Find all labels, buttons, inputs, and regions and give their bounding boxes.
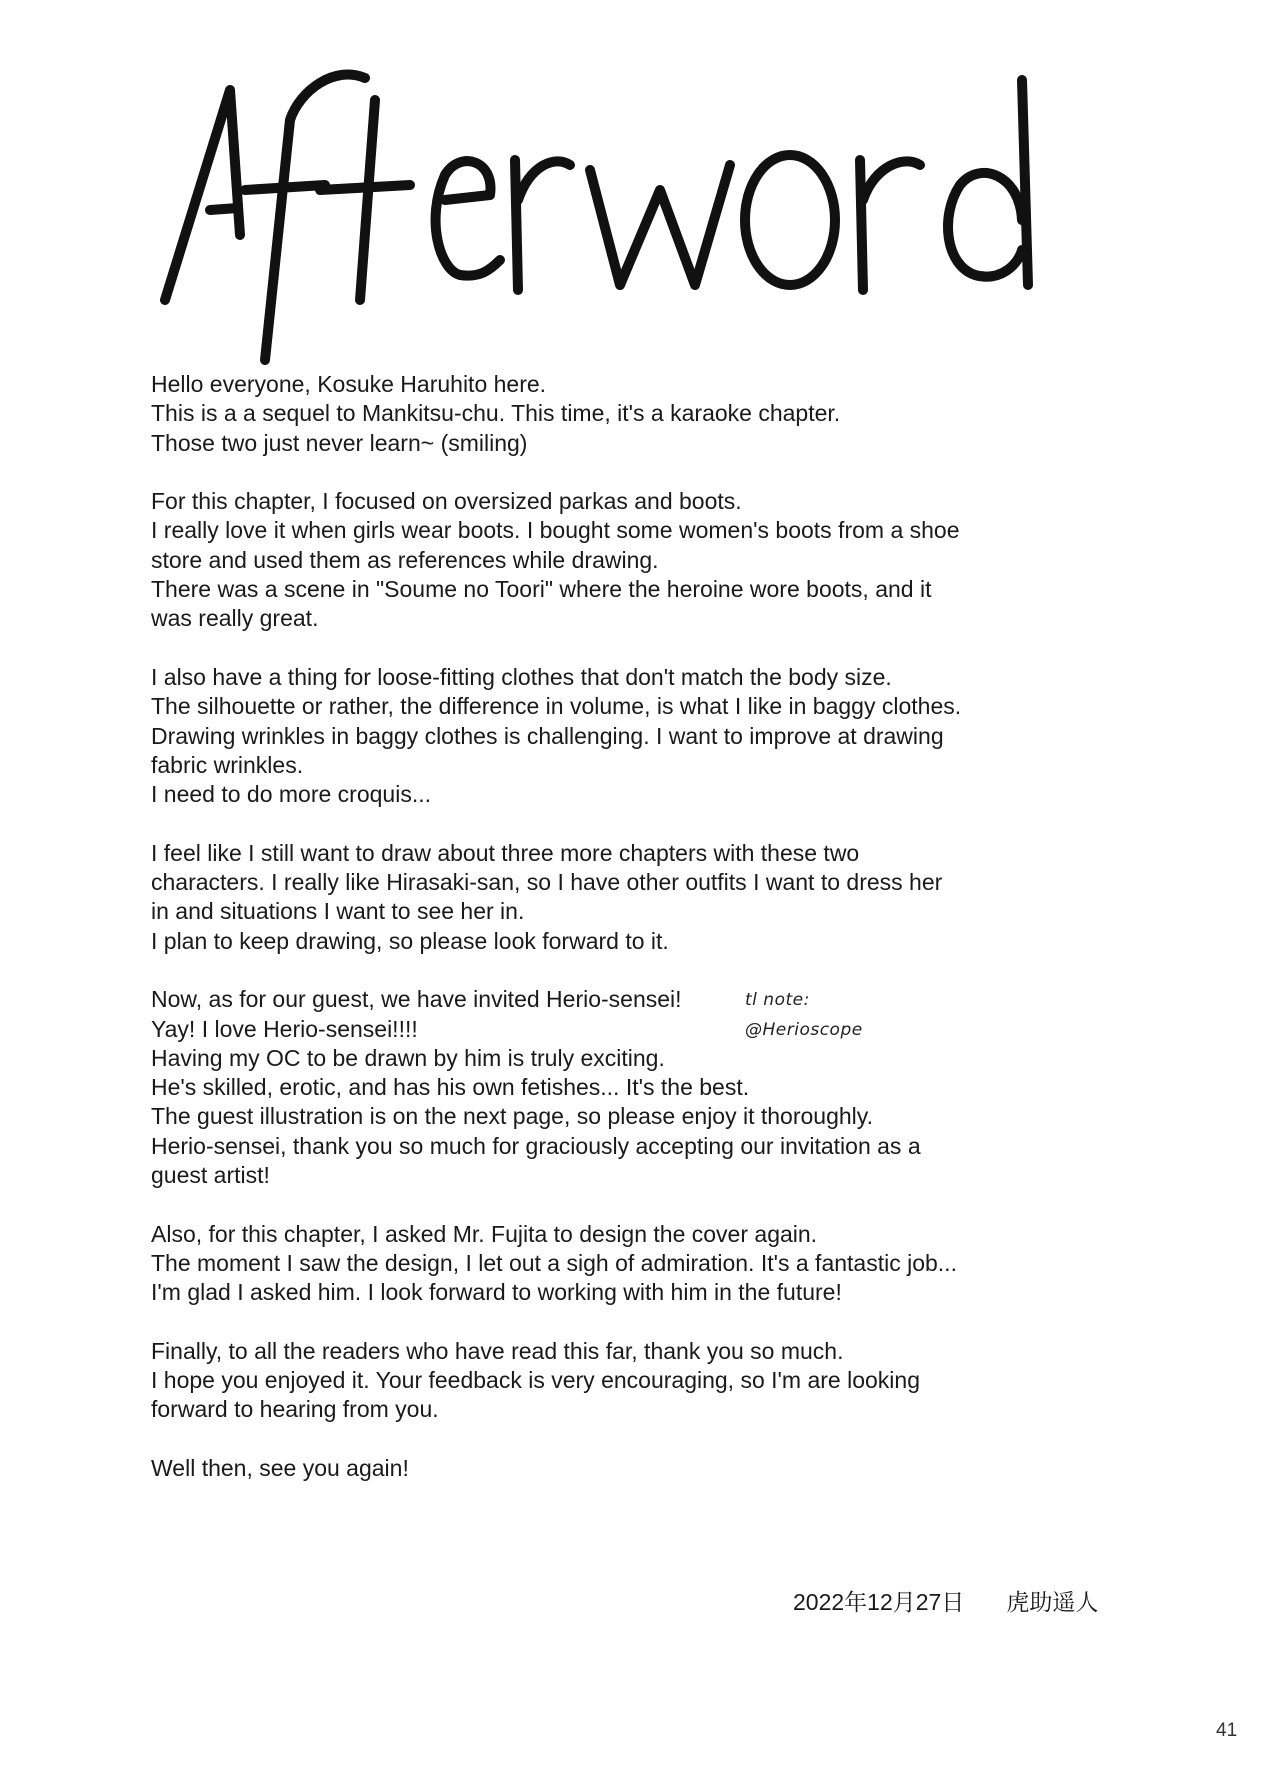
tl-note-handle: @Herioscope	[745, 1020, 863, 1040]
text-line: forward to hearing from you.	[151, 1396, 439, 1423]
paragraph	[151, 370, 1031, 458]
text-line: was really great.	[151, 605, 319, 632]
text-line: There was a scene in "Soume no Toori" where the heroine wore boots, and it	[151, 576, 932, 603]
text-line: The silhouette or rather, the difference in volume, is what I like in baggy clothes.	[151, 693, 962, 720]
text-line: He's skilled, erotic, and has his own fetishes... It's the best.	[151, 1074, 750, 1101]
text-line: Now, as for our guest, we have invited Herio-sensei!	[151, 986, 682, 1013]
afterword-body	[151, 370, 1031, 1513]
text-line: This is a a sequel to Mankitsu-chu. This time, it's a karaoke chapter.	[151, 400, 841, 427]
signature-author: 虎助遥人	[1006, 1589, 1099, 1615]
text-line: I feel like I still want to draw about three more chapters with these two	[151, 839, 860, 866]
text-line: I also have a thing for loose-fitting clothes that don't match the body size.	[151, 663, 892, 690]
paragraph	[151, 985, 1031, 1190]
text-line: The guest illustration is on the next page, so please enjoy it thoroughly.	[151, 1103, 873, 1130]
text-line: Hello everyone, Kosuke Haruhito here.	[151, 371, 547, 397]
paragraph	[151, 487, 1031, 633]
text-line: I need to do more croquis...	[151, 781, 431, 808]
text-line: I'm glad I asked him. I look forward to working with him in the future!	[151, 1279, 842, 1306]
afterword-handwritten-title	[160, 60, 1040, 390]
translator-note	[745, 985, 863, 1045]
paragraph	[151, 1220, 1031, 1308]
text-line: characters. I really like Hirasaki-san, so I have other outfits I want to dress her	[151, 869, 943, 896]
paragraph	[151, 1337, 1031, 1425]
text-line: in and situations I want to see her in.	[151, 898, 525, 925]
paragraph	[151, 839, 1031, 956]
text-line: fabric wrinkles.	[151, 751, 304, 778]
text-line: The moment I saw the design, I let out a sigh of admiration. It's a fantastic job...	[151, 1249, 957, 1276]
tl-note-label: tl note:	[745, 990, 810, 1010]
text-line: Yay! I love Herio-sensei!!!!	[151, 1015, 418, 1042]
text-line: Herio-sensei, thank you so much for graciously accepting our invitation as a	[151, 1132, 921, 1159]
text-line: I plan to keep drawing, so please look forward to it.	[151, 927, 669, 954]
text-line: I really love it when girls wear boots. I bought some women's boots from a shoe	[151, 517, 960, 544]
paragraph	[151, 663, 1031, 809]
text-line: Finally, to all the readers who have read this far, thank you so much.	[151, 1337, 844, 1364]
text-line: store and used them as references while drawing.	[151, 546, 659, 573]
paragraph	[151, 1454, 1031, 1483]
text-line: Drawing wrinkles in baggy clothes is challenging. I want to improve at drawing	[151, 722, 944, 749]
text-line: Also, for this chapter, I asked Mr. Fujita to design the cover again.	[151, 1220, 818, 1247]
text-line: Those two just never learn~ (smiling)	[151, 429, 528, 456]
signature	[793, 1584, 1098, 1617]
text-line: I hope you enjoyed it. Your feedback is very encouraging, so I'm are looking	[151, 1367, 920, 1394]
signature-date: 2022年12月27日	[793, 1589, 965, 1615]
text-line: For this chapter, I focused on oversized parkas and boots.	[151, 488, 742, 515]
text-line: guest artist!	[151, 1162, 270, 1189]
page-number: 41	[1216, 1720, 1238, 1741]
text-line: Having my OC to be drawn by him is truly exciting.	[151, 1044, 665, 1071]
text-line: Well then, see you again!	[151, 1454, 409, 1481]
